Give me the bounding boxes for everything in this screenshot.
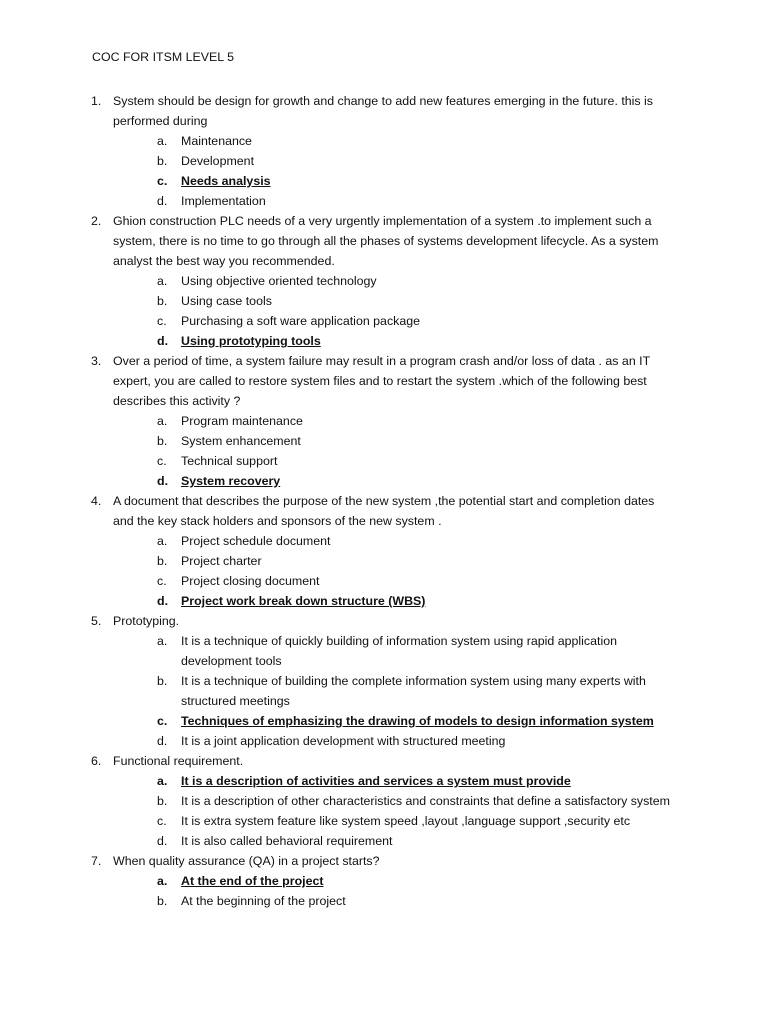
question-text: System should be design for growth and change to add new features emerging in the future. this is performed during xyxy=(113,94,654,128)
question-item xyxy=(0,611,768,751)
option-letter: d. xyxy=(157,474,169,488)
answer-options xyxy=(0,871,768,911)
option-text: Technical support xyxy=(181,454,278,468)
question-item xyxy=(0,491,768,611)
question-number: 2. xyxy=(91,214,102,228)
option-letter: a. xyxy=(157,634,168,648)
option-letter: a. xyxy=(157,134,168,148)
answer-option-correct xyxy=(0,171,768,191)
answer-options xyxy=(0,131,768,211)
answer-option-correct xyxy=(0,331,768,351)
option-text: Purchasing a soft ware application package xyxy=(181,314,421,328)
option-letter: d. xyxy=(157,334,169,348)
option-letter: c. xyxy=(157,454,167,468)
option-text: Project closing document xyxy=(181,574,320,588)
option-text: Using case tools xyxy=(181,294,272,308)
answer-option xyxy=(0,671,768,711)
option-letter: d. xyxy=(157,834,168,848)
answer-option xyxy=(0,131,768,151)
question-item xyxy=(0,751,768,851)
answer-options xyxy=(0,771,768,851)
document-title: COC FOR ITSM LEVEL 5 xyxy=(92,50,235,64)
question-number: 3. xyxy=(91,354,102,368)
option-letter: b. xyxy=(157,674,168,688)
answer-options xyxy=(0,531,768,611)
answer-option-correct xyxy=(0,771,768,791)
answer-options xyxy=(0,411,768,491)
answer-option-correct xyxy=(0,471,768,491)
answer-option xyxy=(0,411,768,431)
option-letter: b. xyxy=(157,294,168,308)
answer-option-correct xyxy=(0,591,768,611)
option-text: It is a technique of building the complete information system using many experts with structured meetings xyxy=(181,674,646,708)
answer-option xyxy=(0,271,768,291)
option-letter: a. xyxy=(157,874,168,888)
option-letter: c. xyxy=(157,574,167,588)
answer-option xyxy=(0,191,768,211)
option-text: Program maintenance xyxy=(181,414,303,428)
option-text: System recovery xyxy=(181,474,281,488)
question-text: Prototyping. xyxy=(113,614,180,628)
option-letter: c. xyxy=(157,314,167,328)
answer-option xyxy=(0,431,768,451)
question-text: Over a period of time, a system failure may result in a program crash and/or loss of data . as an IT expert, you are called to restore system files and to restart the system .which of the following best describes this activity ? xyxy=(113,354,650,408)
option-text: Techniques of emphasizing the drawing of models to design information system xyxy=(181,714,654,728)
option-letter: b. xyxy=(157,554,168,568)
question-number: 5. xyxy=(91,614,102,628)
option-letter: c. xyxy=(157,714,168,728)
option-text: Needs analysis xyxy=(181,174,271,188)
question-number: 4. xyxy=(91,494,102,508)
question-text: Ghion construction PLC needs of a very urgently implementation of a system .to implement such a system, there is no time to go through all the phases of systems development lifecycle. As a system analyst the best way you recommended. xyxy=(113,214,659,268)
option-letter: b. xyxy=(157,434,168,448)
answer-option-correct xyxy=(0,871,768,891)
answer-option xyxy=(0,731,768,751)
question-number: 7. xyxy=(91,854,102,868)
option-letter: b. xyxy=(157,894,168,908)
option-text: System enhancement xyxy=(181,434,301,448)
answer-option xyxy=(0,791,768,811)
question-text: A document that describes the purpose of the new system ,the potential start and completion dates and the key stack holders and sponsors of the new system . xyxy=(113,494,655,528)
question-item xyxy=(0,351,768,491)
option-letter: d. xyxy=(157,194,168,208)
option-text: It is a description of other characteristics and constraints that define a satisfactory system xyxy=(181,794,670,808)
answer-option xyxy=(0,451,768,471)
answer-options xyxy=(0,631,768,751)
option-letter: b. xyxy=(157,154,168,168)
option-text: It is a description of activities and services a system must provide xyxy=(181,774,571,788)
option-text: It is extra system feature like system speed ,layout ,language support ,security etc xyxy=(181,814,631,828)
answer-option xyxy=(0,571,768,591)
question-text: When quality assurance (QA) in a project starts? xyxy=(113,854,380,868)
option-text: Development xyxy=(181,154,255,168)
answer-options xyxy=(0,271,768,351)
option-text: Maintenance xyxy=(181,134,252,148)
answer-option xyxy=(0,531,768,551)
option-letter: d. xyxy=(157,734,168,748)
option-letter: a. xyxy=(157,274,168,288)
option-text: Using objective oriented technology xyxy=(181,274,377,288)
answer-option xyxy=(0,891,768,911)
question-number: 1. xyxy=(91,94,102,108)
option-letter: a. xyxy=(157,414,168,428)
answer-option-correct xyxy=(0,711,768,731)
answer-option xyxy=(0,811,768,831)
option-text: Project work break down structure (WBS) xyxy=(181,594,426,608)
answer-option xyxy=(0,831,768,851)
question-item xyxy=(0,91,768,211)
question-item xyxy=(0,851,768,911)
option-text: Project charter xyxy=(181,554,262,568)
question-list xyxy=(0,91,768,911)
option-letter: a. xyxy=(157,774,168,788)
option-text: Using prototyping tools xyxy=(181,334,321,348)
question-item xyxy=(0,211,768,351)
answer-option xyxy=(0,291,768,311)
option-letter: b. xyxy=(157,794,168,808)
answer-option xyxy=(0,631,768,671)
option-text: Project schedule document xyxy=(181,534,331,548)
option-text: Implementation xyxy=(181,194,266,208)
answer-option xyxy=(0,311,768,331)
question-text: Functional requirement. xyxy=(113,754,244,768)
option-text: At the end of the project xyxy=(181,874,324,888)
option-letter: c. xyxy=(157,814,167,828)
answer-option xyxy=(0,151,768,171)
option-letter: d. xyxy=(157,594,169,608)
option-text: It is also called behavioral requirement xyxy=(181,834,393,848)
option-letter: a. xyxy=(157,534,168,548)
question-number: 6. xyxy=(91,754,102,768)
option-letter: c. xyxy=(157,174,168,188)
option-text: It is a technique of quickly building of information system using rapid application development tools xyxy=(181,634,617,668)
option-text: At the beginning of the project xyxy=(181,894,346,908)
answer-option xyxy=(0,551,768,571)
option-text: It is a joint application development with structured meeting xyxy=(181,734,506,748)
